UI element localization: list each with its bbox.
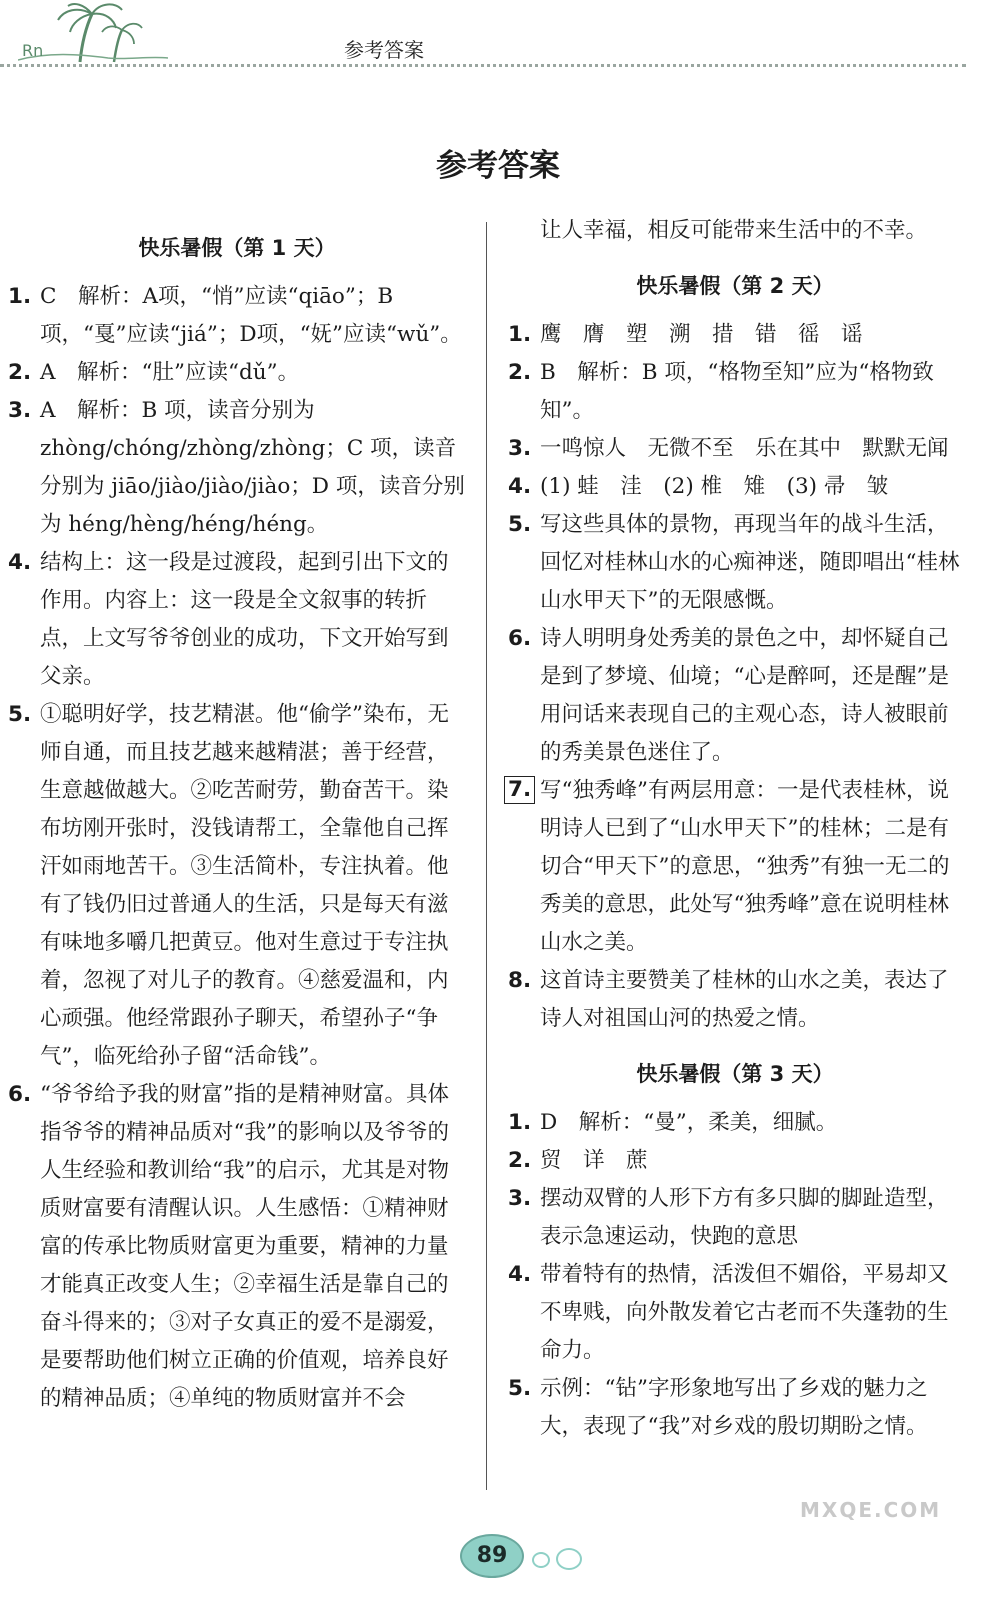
answer-item (508, 1104, 962, 1142)
answer-item (8, 1076, 466, 1418)
item-text: 贸 详 蔗 (540, 1148, 648, 1173)
item-text: 写“独秀峰”有两层用意：一是代表桂林，说明诗人已到了“山水甲天下”的桂林；二是有切合“甲天下”的意思，“独秀”有独一无二的秀美的意思，此处写“独秀峰”意在说明桂林山水之美。 (540, 778, 950, 955)
item-text: 鹰 膺 塑 溯 措 错 徭 谣 (540, 322, 863, 347)
item-number: 2. (508, 1148, 532, 1173)
left-column (8, 212, 466, 1418)
bubble-decoration-icon (556, 1548, 582, 1570)
item-number: 6. (508, 626, 532, 651)
item-number: 1. (508, 322, 532, 347)
running-title: 参考答案 (344, 38, 424, 62)
answer-item (8, 392, 466, 544)
item-text: 结构上：这一段是过渡段，起到引出下文的作用。内容上：这一段是全文叙事的转折点，上文写爷爷创业的成功，下文开始写到父亲。 (40, 550, 449, 689)
item-number: 3. (8, 398, 32, 423)
answer-item (508, 772, 962, 962)
item-text: 带着特有的热情，活泼但不媚俗，平易却又不卑贱，向外散发着它古老而不失蓬勃的生命力。 (540, 1262, 949, 1363)
answer-item (8, 354, 466, 392)
answer-item (508, 620, 962, 772)
answer-item (8, 544, 466, 696)
item-number-boxed: 7. (504, 776, 535, 804)
item-text: C 解析：A项，“悄”应读“qiāo”；B项，“戛”应读“jiá”；D项，“妩”应读“wǔ”。 (40, 284, 462, 347)
item-number: 3. (508, 436, 532, 461)
item-number: 4. (508, 1262, 532, 1287)
header-dotted-rule (0, 64, 966, 67)
item-text: 写这些具体的景物，再现当年的战斗生活，回忆对桂林山水的心痴神迷，随即唱出“桂林山水甲天下”的无限感慨。 (540, 512, 960, 613)
item-number: 3. (508, 1186, 532, 1211)
item-text: “爷爷给予我的财富”指的是精神财富。具体指爷爷的精神品质对“我”的影响以及爷爷的人生经验和教训给“我”的启示，尤其是对物质财富要有清醒认识。人生感悟：①精神财富的传承比物质财富更为重要，精神的力量才能真正改变人生；②幸福生活是靠自己的奋斗得来的；③对子女真正的爱不是溺爱，是要帮助他们树立正确的价值观，培养良好的精神品质；④单纯的物质财富并不会 (40, 1082, 449, 1411)
item-text: 诗人明明身处秀美的景色之中，却怀疑自己是到了梦境、仙境；“心是醉呵，还是醒”是用问话来表现自己的主观心态，诗人被眼前的秀美景色迷住了。 (540, 626, 949, 765)
watermark: MXQE.COM (800, 1498, 942, 1522)
answer-item (8, 278, 466, 354)
section-heading-day2: 快乐暑假（第 2 天） (636, 274, 834, 298)
item-number: 5. (508, 512, 532, 537)
answer-item (508, 1142, 962, 1180)
section-heading-day3: 快乐暑假（第 3 天） (636, 1062, 834, 1086)
answer-item (508, 1256, 962, 1370)
item-text: 一鸣惊人 无微不至 乐在其中 默默无闻 (540, 436, 949, 461)
item-number: 1. (8, 284, 32, 309)
item-number: 6. (8, 1082, 32, 1107)
item-text: D 解析：“曼”，柔美，细腻。 (540, 1110, 838, 1135)
item-text: 示例：“钻”字形象地写出了乡戏的魅力之大，表现了“我”对乡戏的殷切期盼之情。 (540, 1376, 928, 1439)
item-text: ①聪明好学，技艺精湛。他“偷学”染布，无师自通，而且技艺越来越精湛；善于经营，生意越做越大。②吃苦耐劳，勤奋苦干。染布坊刚开张时，没钱请帮工，全靠他自己挥汗如雨地苦干。③生活简朴，专注执着。他有了钱仍旧过普通人的生活，只是每天有滋有味地多嚼几把黄豆。他对生意过于专注执着，忽视了对儿子的教育。④慈爱温和，内心顽强。他经常跟孙子聊天，希望孙子“争气”，临死给孙子留“活命钱”。 (40, 702, 449, 1069)
item-number: 5. (508, 1376, 532, 1401)
page-number-badge: 89 (460, 1534, 524, 1578)
item-text: A 解析：B 项，读音分别为 zhòng/chóng/zhòng/zhòng；C 项，读音分别为 jiāo/jiào/jiào/jiào；D 项，读音分别为 héng/hèng/héng/héng。 (40, 398, 465, 537)
page-title: 参考答案 (436, 148, 560, 184)
item-number: 8. (508, 968, 532, 993)
answer-item (8, 696, 466, 1076)
continuation-text: 让人幸福，相反可能带来生活中的不幸。 (540, 218, 928, 243)
item-number: 4. (8, 550, 32, 575)
answer-item (508, 506, 962, 620)
answer-item (508, 316, 962, 354)
item-number: 2. (508, 360, 532, 385)
item-number: 4. (508, 474, 532, 499)
item-number: 1. (508, 1110, 532, 1135)
column-divider (486, 222, 487, 1490)
answer-item (508, 468, 962, 506)
answer-item (508, 962, 962, 1038)
section-heading-day1: 快乐暑假（第 1 天） (138, 236, 336, 260)
svg-text:Rn: Rn (22, 41, 44, 60)
bubble-decoration-icon (532, 1552, 550, 1568)
item-text: 这首诗主要赞美了桂林的山水之美，表达了诗人对祖国山河的热爱之情。 (540, 968, 949, 1031)
item-text: 摆动双臂的人形下方有多只脚的脚趾造型，表示急速运动，快跑的意思 (540, 1186, 949, 1249)
item-number: 2. (8, 360, 32, 385)
answer-item (508, 430, 962, 468)
item-text: B 解析：B 项，“格物至知”应为“格物致知”。 (540, 360, 934, 423)
item-text: (1) 蛙 洼 (2) 椎 雉 (3) 帚 皱 (540, 474, 889, 499)
answer-item (508, 1370, 962, 1446)
item-text: A 解析：“肚”应读“dǔ”。 (40, 360, 300, 385)
answer-item (508, 354, 962, 430)
right-column (508, 212, 962, 1446)
palm-tree-logo-icon (18, 2, 168, 64)
answer-item (508, 1180, 962, 1256)
page-header (0, 0, 996, 80)
page-footer (0, 1530, 996, 1590)
item-number: 5. (8, 702, 32, 727)
